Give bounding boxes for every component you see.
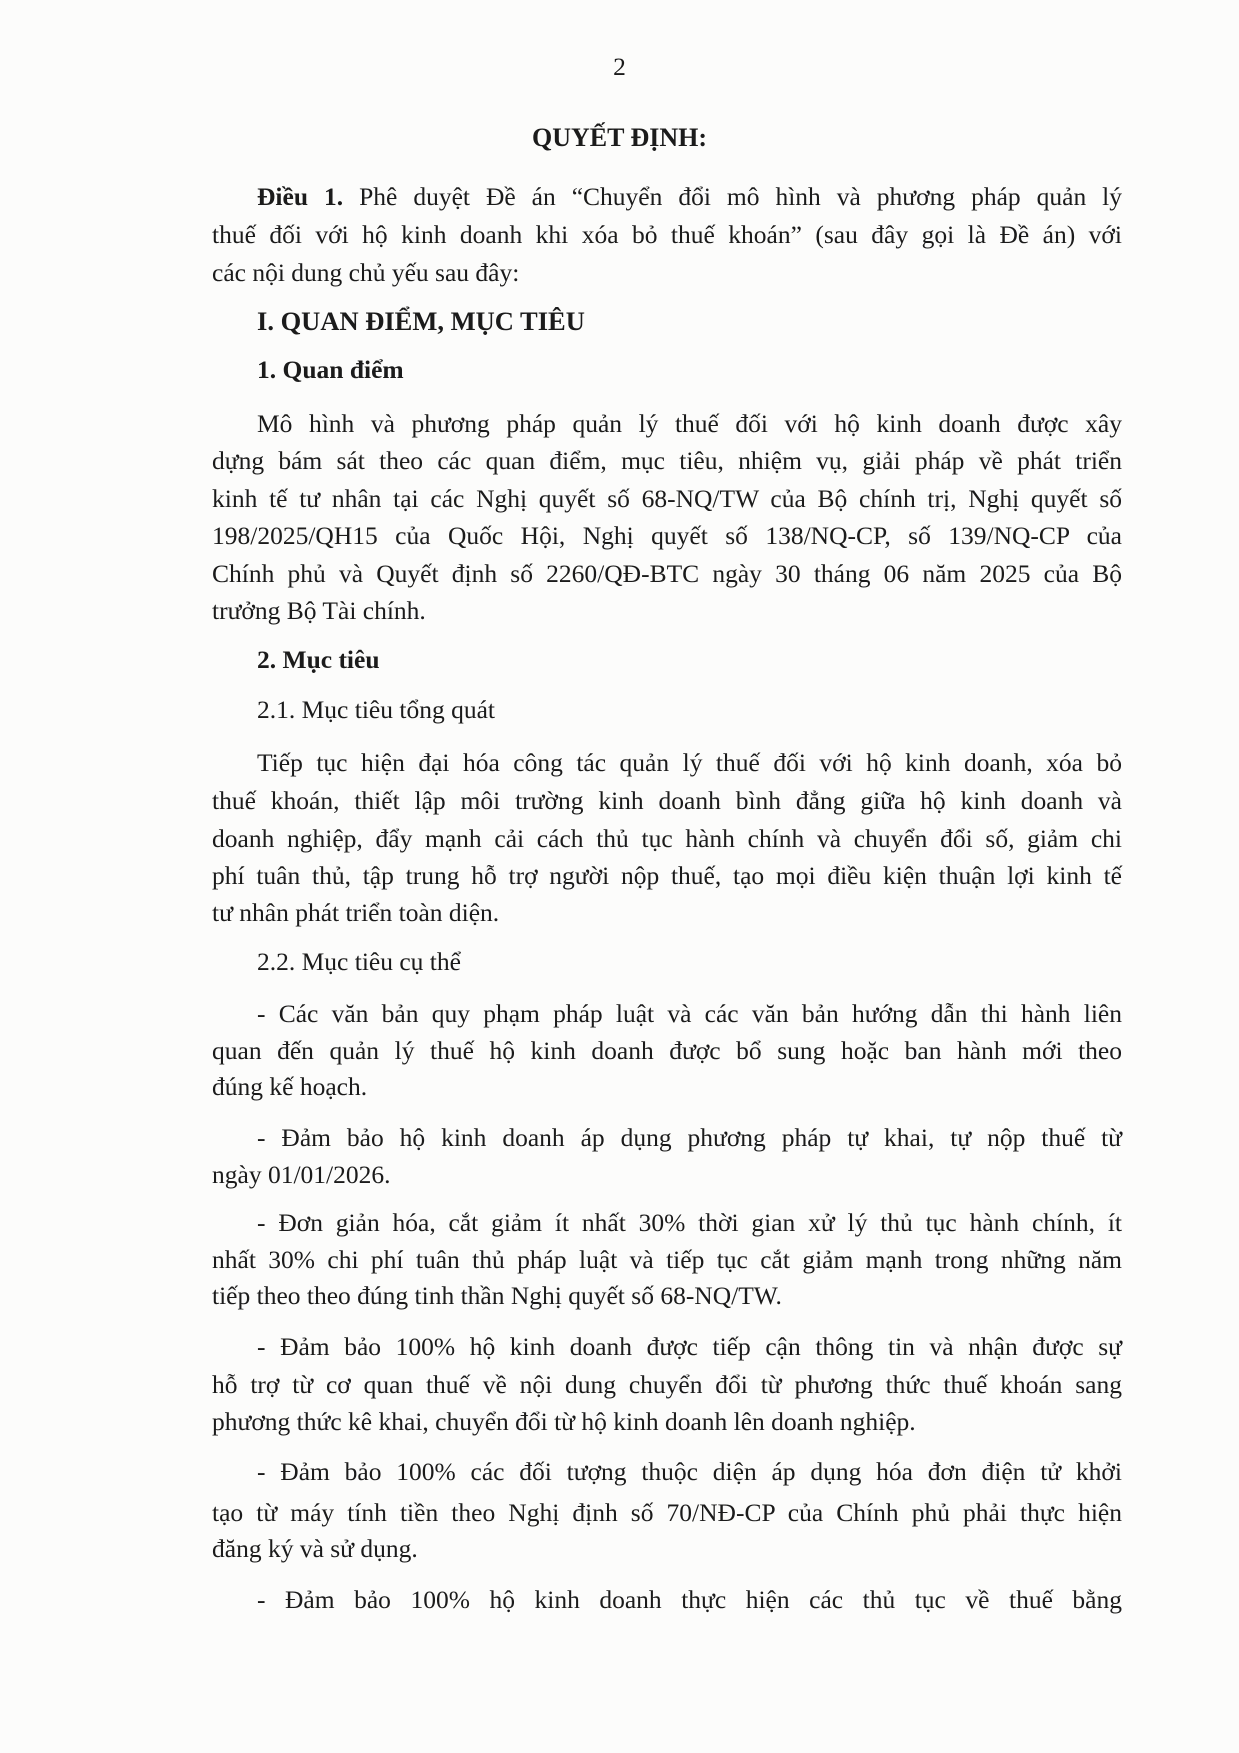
paragraph-line: kinh tế tư nhân tại các Nghị quyết số 68-NQ/TW của Bộ chính trị, Nghị quyết số (212, 484, 1122, 513)
list-item-line: - Đảm bảo 100% các đối tượng thuộc diện áp dụng hóa đơn điện tử khởi (257, 1457, 1122, 1486)
list-item-line: đúng kế hoạch. (212, 1072, 368, 1101)
paragraph-line: doanh nghiệp, đẩy mạnh cải cách thủ tục hành chính và chuyển đổi số, giảm chi (212, 824, 1122, 853)
decision-title: QUYẾT ĐỊNH: (531, 123, 708, 152)
article-1-text: Phê duyệt Đề án “Chuyển đổi mô hình và phương pháp quản lý (343, 182, 1123, 211)
list-item-line: tạo từ máy tính tiền theo Nghị định số 70/NĐ-CP của Chính phủ phải thực hiện (212, 1498, 1122, 1527)
list-item-line: nhất 30% chi phí tuân thủ pháp luật và tiếp tục cắt giảm mạnh trong những năm (212, 1245, 1122, 1274)
list-item-line: hỗ trợ từ cơ quan thuế về nội dung chuyển đổi từ phương thức thuế khoán sang (212, 1370, 1122, 1399)
list-item-line: - Đơn giản hóa, cắt giảm ít nhất 30% thời gian xử lý thủ tục hành chính, ít (257, 1208, 1122, 1237)
list-item-line: đăng ký và sử dụng. (212, 1534, 418, 1563)
paragraph-line: Chính phủ và Quyết định số 2260/QĐ-BTC ngày 30 tháng 06 năm 2025 của Bộ (212, 559, 1122, 588)
list-item-line: tiếp theo theo đúng tinh thần Nghị quyết số 68-NQ/TW. (212, 1281, 782, 1310)
section-heading: I. QUAN ĐIỂM, MỤC TIÊU (257, 306, 585, 336)
list-item-line: - Đảm bảo 100% hộ kinh doanh được tiếp cận thông tin và nhận được sự (257, 1332, 1122, 1361)
subsection-heading: 2. Mục tiêu (257, 645, 380, 674)
subsection-heading: 2.1. Mục tiêu tổng quát (257, 695, 495, 724)
paragraph-line: 198/2025/QH15 của Quốc Hội, Nghị quyết số 138/NQ-CP, số 139/NQ-CP của (212, 521, 1122, 550)
article-1-line: các nội dung chủ yếu sau đây: (212, 258, 520, 287)
paragraph-line: phí tuân thủ, tập trung hỗ trợ người nộp thuế, tạo mọi điều kiện thuận lợi kinh tế (212, 861, 1122, 890)
list-item-line: phương thức kê khai, chuyển đổi từ hộ kinh doanh lên doanh nghiệp. (212, 1407, 916, 1436)
list-item-line: ngày 01/01/2026. (212, 1160, 391, 1189)
list-item-line: - Đảm bảo hộ kinh doanh áp dụng phương pháp tự khai, tự nộp thuế từ (257, 1123, 1122, 1152)
article-1-label: Điều 1. (257, 182, 344, 211)
list-item-line: quan đến quản lý thuế hộ kinh doanh được bổ sung hoặc ban hành mới theo (212, 1036, 1122, 1065)
paragraph-line: Mô hình và phương pháp quản lý thuế đối với hộ kinh doanh được xây (257, 409, 1122, 438)
article-1-line: thuế đối với hộ kinh doanh khi xóa bỏ thuế khoán” (sau đây gọi là Đề án) với (212, 220, 1122, 249)
list-item-line: - Đảm bảo 100% hộ kinh doanh thực hiện các thủ tục về thuế bằng (257, 1585, 1122, 1614)
paragraph-line: tư nhân phát triển toàn diện. (212, 898, 500, 927)
paragraph-line: Tiếp tục hiện đại hóa công tác quản lý thuế đối với hộ kinh doanh, xóa bỏ (257, 748, 1122, 777)
subsection-heading: 2.2. Mục tiêu cụ thể (257, 947, 461, 976)
paragraph-line: thuế khoán, thiết lập môi trường kinh doanh bình đẳng giữa hộ kinh doanh và (212, 786, 1122, 815)
subsection-heading: 1. Quan điểm (257, 355, 404, 384)
paragraph-line: dựng bám sát theo các quan điểm, mục tiêu, nhiệm vụ, giải pháp về phát triển (212, 446, 1122, 475)
page-number: 2 (613, 52, 626, 81)
paragraph-line: trưởng Bộ Tài chính. (212, 596, 426, 625)
article-1-line (257, 182, 1122, 212)
list-item-line: - Các văn bản quy phạm pháp luật và các văn bản hướng dẫn thi hành liên (257, 999, 1122, 1028)
